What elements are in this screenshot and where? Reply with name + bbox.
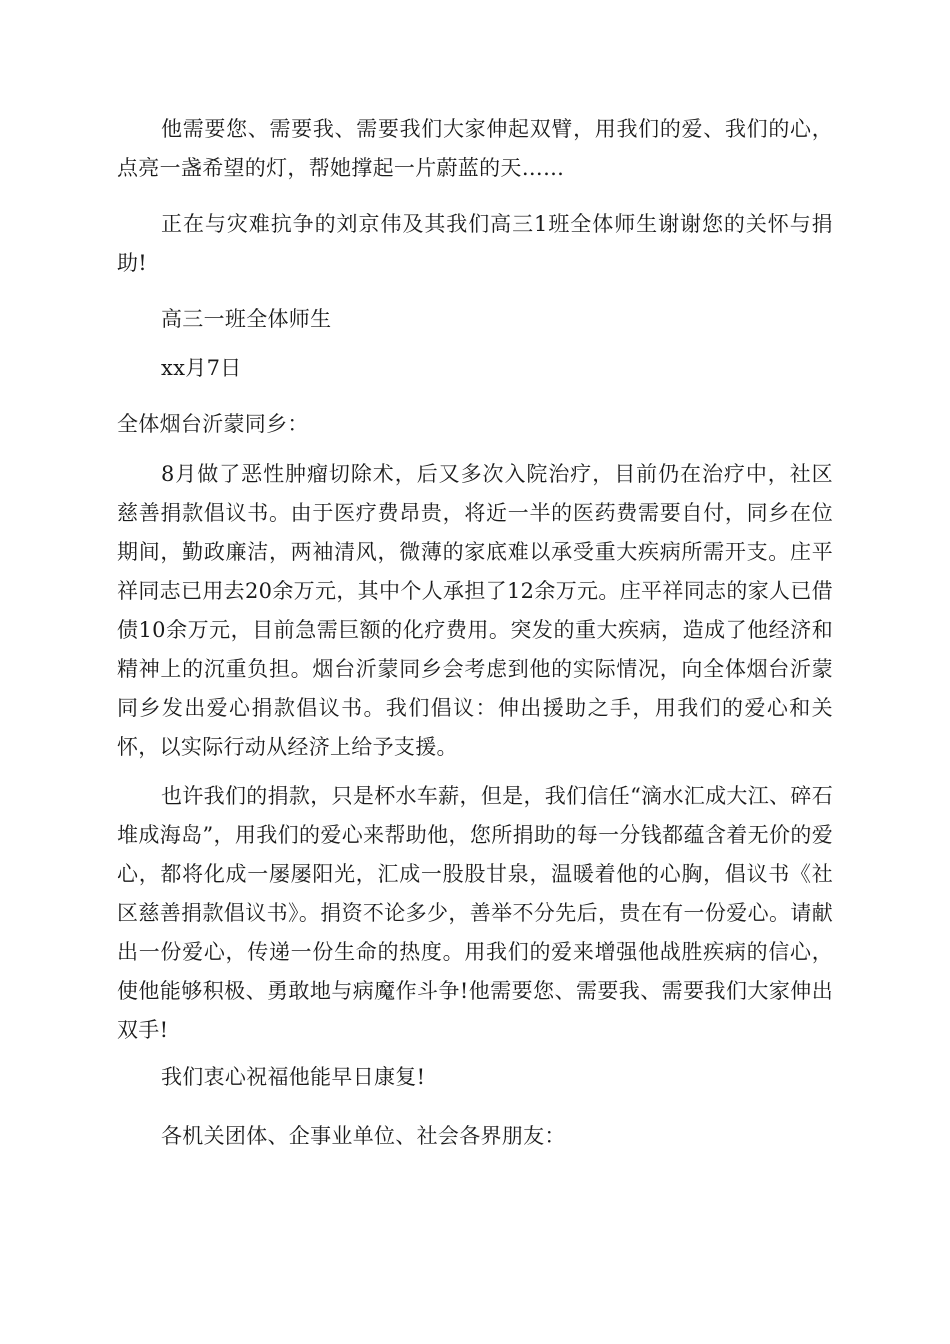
paragraph-blessing: 我们衷心祝福他能早日康复! bbox=[161, 1065, 426, 1089]
paragraph-situation: 8月做了恶性肿瘤切除术，后又多次入院治疗，目前仍在治疗中，社区慈善捐款倡议书。由于医疗费昂贵，将近一半的医药费需要自付，同乡在位期间，勤政廉洁，两袖清风，微薄的家底难以承受重大疾病所需开支。庄平祥同志已用去20余万元，其中个人承担了12余万元。庄平祥同志的家人已借债10余万元，目前急需巨额的化疗费用。突发的重大疾病，造成了他经济和精神上的沉重负担。烟台沂蒙同乡会考虑到他的实际情况，向全体烟台沂蒙同乡发出爱心捐款倡议书。我们倡议：伸出援助之手，用我们的爱心和关怀，以实际行动从经济上给予支援。 bbox=[117, 462, 833, 759]
paragraph-address: 各机关团体、企事业单位、社会各界朋友： bbox=[161, 1124, 566, 1148]
paragraph-appeal: 他需要您、需要我、需要我们大家伸起双臂，用我们的爱、我们的心，点亮一盏希望的灯，帮她撑起一片蔚蓝的天…… bbox=[117, 117, 833, 180]
signature-line: 高三一班全体师生 bbox=[161, 307, 332, 331]
paragraph-donation: 也许我们的捐款，只是杯水车薪，但是，我们信任“滴水汇成大江、碎石堆成海岛”，用我们的爱心来帮助他，您所捐助的每一分钱都蕴含着无价的爱心，都将化成一屡屡阳光，汇成一股股甘泉，温暖着他的心胸，倡议书《社区慈善捐款倡议书》。捐资不论多少，善举不分先后，贵在有一份爱心。请献出一份爱心，传递一份生命的热度。用我们的爱来增强他战胜疾病的信心，使他能够积极、勇敢地与病魔作斗争!他需要您、需要我、需要我们大家伸出双手! bbox=[117, 784, 833, 1042]
paragraph-thanks: 正在与灾难抗争的刘京伟及其我们高三1班全体师生谢谢您的关怀与捐助! bbox=[117, 212, 833, 275]
date-line: xx月7日 bbox=[161, 356, 242, 380]
salutation: 全体烟台沂蒙同乡： bbox=[117, 412, 309, 436]
